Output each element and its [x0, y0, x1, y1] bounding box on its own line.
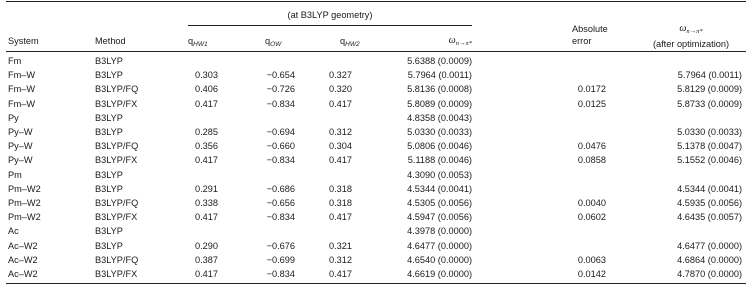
cell-abs-error: 0.0142 [577, 269, 606, 279]
group-rule [188, 25, 472, 26]
col-header-qow: $q_{OW}$ [265, 36, 282, 48]
cell-omega: 4.5947 (0.0056) [407, 212, 472, 223]
cell-qhw1: 0.285 [195, 127, 218, 137]
cell-qow: −0.656 [266, 198, 295, 208]
cell-omega: 5.8136 (0.0008) [407, 84, 472, 95]
col-header-omega-opt: $\omega_{n\to\pi*}$ (after optimization) [652, 23, 730, 49]
cell-omega-opt: 4.6477 (0.0000) [677, 240, 742, 251]
cell-method: B3LYP [95, 183, 123, 194]
col-header-method: Method [95, 36, 126, 46]
cell-qhw1: 0.406 [195, 84, 218, 95]
cell-omega-opt: 5.8733 (0.0009) [677, 98, 742, 109]
cell-qow: −0.834 [266, 98, 295, 109]
cell-abs-error: 0.0858 [577, 155, 606, 166]
cell-method: B3LYP [95, 56, 123, 66]
cell-omega-opt: 5.0330 (0.0033) [677, 127, 742, 137]
col-header-qhw1: $q_{HW1}$ [188, 36, 208, 48]
cell-method: B3LYP/FQ [95, 198, 139, 208]
col-header-qhw2: $q_{HW2}$ [340, 36, 360, 48]
cell-qhw1: 0.338 [195, 198, 218, 208]
cell-qow: −0.834 [266, 269, 295, 279]
col-header-abs-error: Absolute error [572, 24, 608, 46]
cell-omega-opt: 4.6435 (0.0057) [677, 212, 742, 223]
col-header-omega: $\omega_{n\to\pi*}$ [448, 35, 472, 47]
cell-omega: 5.0806 (0.0046) [407, 141, 472, 152]
cell-qhw1: 0.417 [195, 212, 218, 223]
cell-omega: 4.5344 (0.0041) [407, 183, 472, 194]
header-rule [6, 51, 746, 52]
cell-qhw1: 0.291 [195, 183, 218, 194]
cell-qhw2: 0.318 [329, 198, 352, 208]
cell-qhw2: 0.304 [329, 141, 352, 152]
bottom-rule [6, 283, 746, 284]
cell-qow: −0.694 [266, 127, 295, 137]
cell-qhw2: 0.318 [329, 183, 352, 194]
cell-system: Fm–W [8, 84, 36, 95]
cell-omega: 4.6477 (0.0000) [407, 240, 472, 251]
cell-method: B3LYP [95, 127, 123, 137]
cell-qhw1: 0.387 [195, 254, 218, 265]
cell-omega: 4.5305 (0.0056) [407, 198, 472, 208]
cell-qhw2: 0.321 [329, 240, 352, 251]
cell-omega: 4.6619 (0.0000) [407, 269, 472, 279]
cell-qhw1: 0.303 [195, 70, 218, 81]
cell-abs-error: 0.0172 [577, 84, 606, 95]
cell-method: B3LYP [95, 169, 123, 180]
cell-system: Ac–W2 [8, 269, 38, 279]
cell-omega: 4.3978 (0.0000) [407, 226, 472, 237]
cell-omega-opt: 4.5344 (0.0041) [677, 183, 742, 194]
cell-system: Py–W [8, 155, 33, 166]
cell-omega: 5.1188 (0.0046) [407, 155, 472, 166]
cell-omega: 5.6388 (0.0009) [407, 56, 472, 66]
cell-qhw2: 0.312 [329, 254, 352, 265]
cell-omega: 4.6540 (0.0000) [407, 254, 472, 265]
cell-system: Pm [8, 169, 22, 180]
cell-qhw1: 0.417 [195, 98, 218, 109]
cell-qhw2: 0.320 [329, 84, 352, 95]
cell-omega-opt: 5.1378 (0.0047) [677, 141, 742, 152]
cell-omega: 4.3090 (0.0053) [407, 169, 472, 180]
cell-system: Ac–W2 [8, 254, 38, 265]
cell-method: B3LYP [95, 112, 123, 123]
group-header: (at B3LYP geometry) [287, 10, 373, 20]
cell-method: B3LYP/FX [95, 98, 138, 109]
cell-system: Fm [8, 56, 22, 66]
cell-qow: −0.686 [266, 183, 295, 194]
cell-method: B3LYP/FX [95, 269, 138, 279]
cell-qhw1: 0.417 [195, 155, 218, 166]
cell-omega-opt: 4.7870 (0.0000) [677, 269, 742, 279]
cell-qhw2: 0.417 [329, 98, 352, 109]
cell-omega: 5.7964 (0.0011) [407, 70, 472, 81]
cell-qhw2: 0.417 [329, 212, 352, 223]
cell-method: B3LYP [95, 240, 123, 251]
cell-omega-opt: 4.5935 (0.0056) [677, 198, 742, 208]
cell-qhw2: 0.312 [329, 127, 352, 137]
cell-method: B3LYP/FQ [95, 141, 139, 152]
cell-abs-error: 0.0476 [577, 141, 606, 152]
cell-omega-opt: 5.1552 (0.0046) [677, 155, 742, 166]
cell-method: B3LYP/FX [95, 155, 138, 166]
cell-system: Py [8, 112, 19, 123]
cell-qhw2: 0.327 [329, 70, 352, 81]
cell-omega-opt: 5.8129 (0.0009) [677, 84, 742, 95]
top-rule [6, 1, 746, 2]
cell-system: Fm–W [8, 70, 36, 81]
cell-omega-opt: 4.6864 (0.0000) [677, 254, 742, 265]
cell-abs-error: 0.0125 [577, 98, 606, 109]
cell-omega: 5.8089 (0.0009) [407, 98, 472, 109]
cell-method: B3LYP/FX [95, 212, 138, 223]
cell-qhw2: 0.417 [329, 155, 352, 166]
cell-system: Pm–W2 [8, 198, 41, 208]
cell-method: B3LYP [95, 226, 123, 237]
cell-system: Pm–W2 [8, 212, 41, 223]
cell-qhw1: 0.417 [195, 269, 218, 279]
cell-qow: −0.676 [266, 240, 295, 251]
cell-system: Py–W [8, 127, 33, 137]
cell-omega-opt: 5.7964 (0.0011) [677, 70, 742, 81]
cell-system: Pm–W2 [8, 183, 41, 194]
col-header-system: System [8, 36, 39, 46]
cell-qow: −0.654 [266, 70, 295, 81]
cell-qhw1: 0.356 [195, 141, 218, 152]
cell-abs-error: 0.0602 [577, 212, 606, 223]
cell-system: Ac–W2 [8, 240, 38, 251]
cell-qow: −0.834 [266, 212, 295, 223]
cell-qow: −0.726 [266, 84, 295, 95]
cell-abs-error: 0.0040 [577, 198, 606, 208]
cell-qow: −0.834 [266, 155, 295, 166]
cell-qow: −0.699 [266, 254, 295, 265]
cell-method: B3LYP/FQ [95, 254, 139, 265]
cell-qhw2: 0.417 [329, 269, 352, 279]
cell-system: Ac [8, 226, 19, 237]
cell-method: B3LYP/FQ [95, 84, 139, 95]
cell-omega: 4.8358 (0.0043) [407, 112, 472, 123]
cell-abs-error: 0.0063 [577, 254, 606, 265]
cell-omega: 5.0330 (0.0033) [407, 127, 472, 137]
cell-method: B3LYP [95, 70, 123, 81]
cell-qhw1: 0.290 [195, 240, 218, 251]
cell-system: Fm–W [8, 98, 36, 109]
cell-system: Py–W [8, 141, 33, 152]
cell-qow: −0.660 [266, 141, 295, 152]
